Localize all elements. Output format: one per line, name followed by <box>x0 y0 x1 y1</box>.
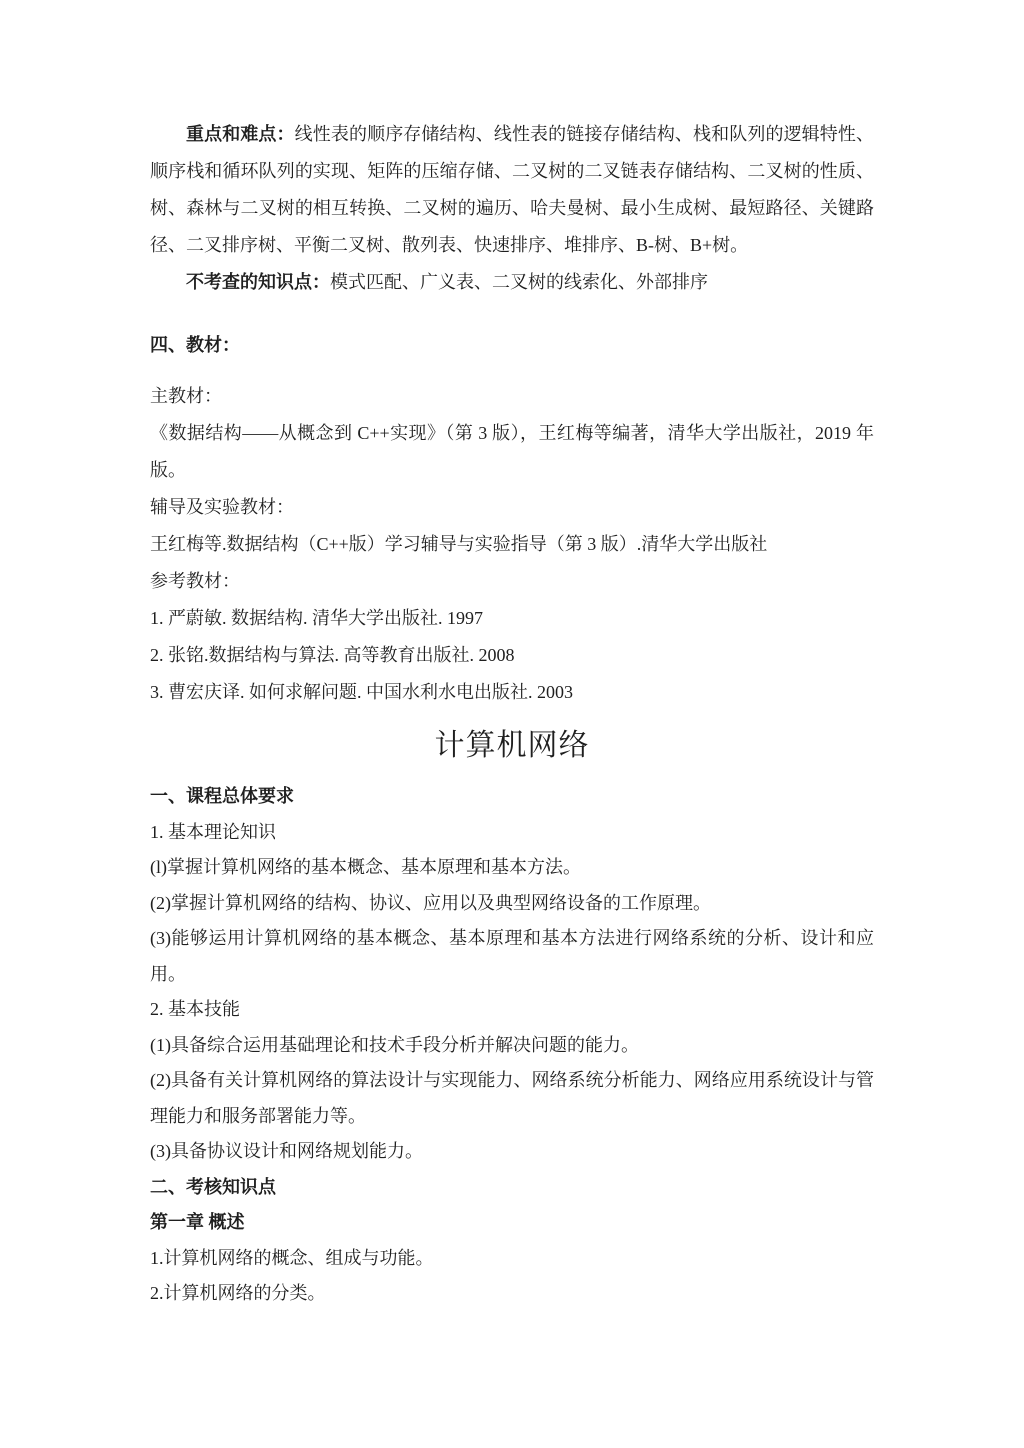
course-title: 计算机网络 <box>434 729 590 762</box>
key-points-paragraph <box>150 116 874 264</box>
requirements-heading: 一、课程总体要求 <box>150 786 294 806</box>
reference-textbook-label: 参考教材： <box>150 571 240 591</box>
reference-entry: 3. 曹宏庆译. 如何求解问题. 中国水利水电出版社. 2003 <box>150 682 573 702</box>
requirement-item: 2. 基本技能 <box>150 999 240 1019</box>
main-textbook-entry: 《数据结构——从概念到 C++实现》（第 3 版），王红梅等编著，清华大学出版社，2019 年版。 <box>150 423 874 480</box>
chapter1-point: 1.计算机网络的概念、组成与功能。 <box>150 1247 434 1268</box>
chapter1-point: 2.计算机网络的分类。 <box>150 1283 326 1303</box>
network-course-section <box>150 779 874 1312</box>
textbook-section-heading: 四、教材： <box>150 335 240 355</box>
chapter1-heading: 第一章 概述 <box>150 1212 245 1232</box>
main-textbook-label: 主教材： <box>150 386 222 406</box>
assessment-heading: 二、考核知识点 <box>150 1176 276 1197</box>
key-points-text: 线性表的顺序存储结构、线性表的链接存储结构、栈和队列的逻辑特性、顺序栈和循环队列的实现、矩阵的压缩存储、二叉树的二叉链表存储结构、二叉树的性质、树、森林与二叉树的相互转换、二叉树的遍历、哈夫曼树、最小生成树、最短路径、关键路径、二叉排序树、平衡二叉树、散列表、快速排序、堆排序、B-树、B+树。 <box>150 124 875 255</box>
key-points-label: 重点和难点： <box>186 124 295 144</box>
requirement-item: (2)掌握计算机网络的结构、协议、应用以及典型网络设备的工作原理。 <box>150 892 711 913</box>
requirement-item: (1)具备综合运用基础理论和技术手段分析并解决问题的能力。 <box>150 1034 639 1055</box>
requirement-item: 1. 基本理论知识 <box>150 821 276 842</box>
excluded-points-text: 模式匹配、广义表、二叉树的线索化、外部排序 <box>330 272 708 292</box>
requirement-item: (3)具备协议设计和网络规划能力。 <box>150 1141 423 1161</box>
requirement-item: (3)能够运用计算机网络的基本概念、基本原理和基本方法进行网络系统的分析、设计和应用。 <box>150 928 874 984</box>
guide-textbook-label: 辅导及实验教材： <box>150 497 294 517</box>
reference-entry: 2. 张铭.数据结构与算法. 高等教育出版社. 2008 <box>150 645 515 665</box>
guide-textbook-entry: 王红梅等.数据结构（C++版）学习辅导与实验指导（第 3 版）.清华大学出版社 <box>150 534 768 554</box>
requirement-item: (2)具备有关计算机网络的算法设计与实现能力、网络系统分析能力、网络应用系统设计与管理能力和服务部署能力等。 <box>150 1070 874 1126</box>
excluded-points-paragraph <box>150 264 874 301</box>
requirement-item: (l)掌握计算机网络的基本概念、基本原理和基本方法。 <box>150 857 581 877</box>
excluded-points-label: 不考查的知识点： <box>186 272 330 292</box>
reference-entry: 1. 严蔚敏. 数据结构. 清华大学出版社. 1997 <box>150 608 483 628</box>
